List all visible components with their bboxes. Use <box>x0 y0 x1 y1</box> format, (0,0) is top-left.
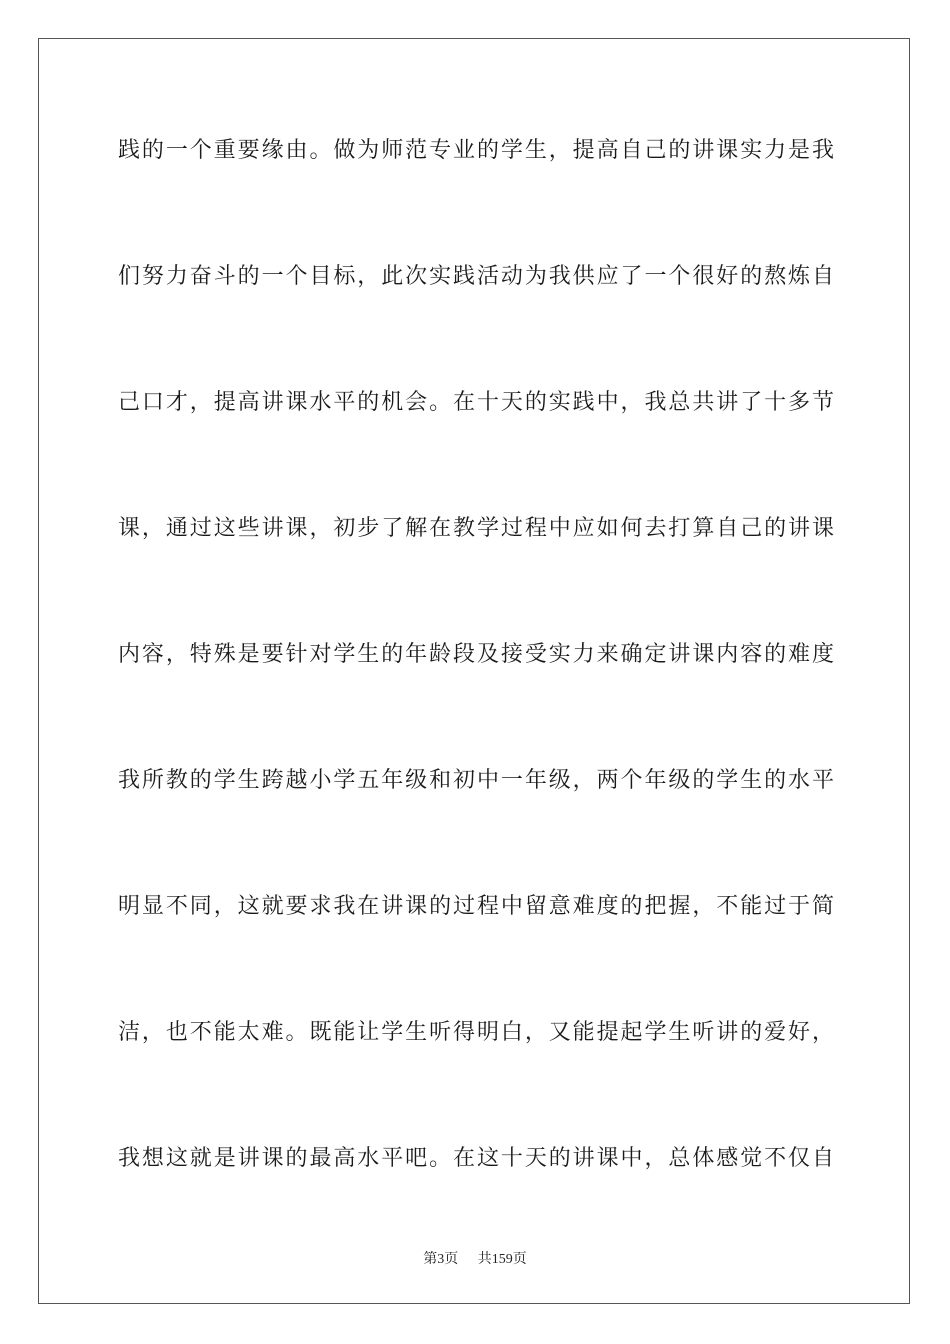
text-line: 己口才，提高讲课水平的机会。在十天的实践中，我总共讲了十多节 <box>118 390 834 415</box>
text-line: 践的一个重要缘由。做为师范专业的学生，提高自己的讲课实力是我 <box>118 138 834 163</box>
document-body <box>118 126 834 1260</box>
text-line: 洁，也不能太难。既能让学生听得明白，又能提起学生听讲的爱好， <box>118 1020 834 1045</box>
total-pages: 共159页 <box>477 1252 527 1267</box>
text-line: 明显不同，这就要求我在讲课的过程中留意难度的把握，不能过于简 <box>118 894 834 919</box>
page-footer <box>0 1248 950 1268</box>
page-number: 第3页 <box>423 1252 459 1267</box>
text-line: 我所教的学生跨越小学五年级和初中一年级，两个年级的学生的水平 <box>118 768 834 793</box>
text-line: 内容，特殊是要针对学生的年龄段及接受实力来确定讲课内容的难度 <box>118 642 834 667</box>
text-line: 我想这就是讲课的最高水平吧。在这十天的讲课中，总体感觉不仅自 <box>118 1146 834 1171</box>
text-line: 们努力奋斗的一个目标，此次实践活动为我供应了一个很好的熬炼自 <box>118 264 834 289</box>
text-line: 课，通过这些讲课，初步了解在教学过程中应如何去打算自己的讲课 <box>118 516 834 541</box>
